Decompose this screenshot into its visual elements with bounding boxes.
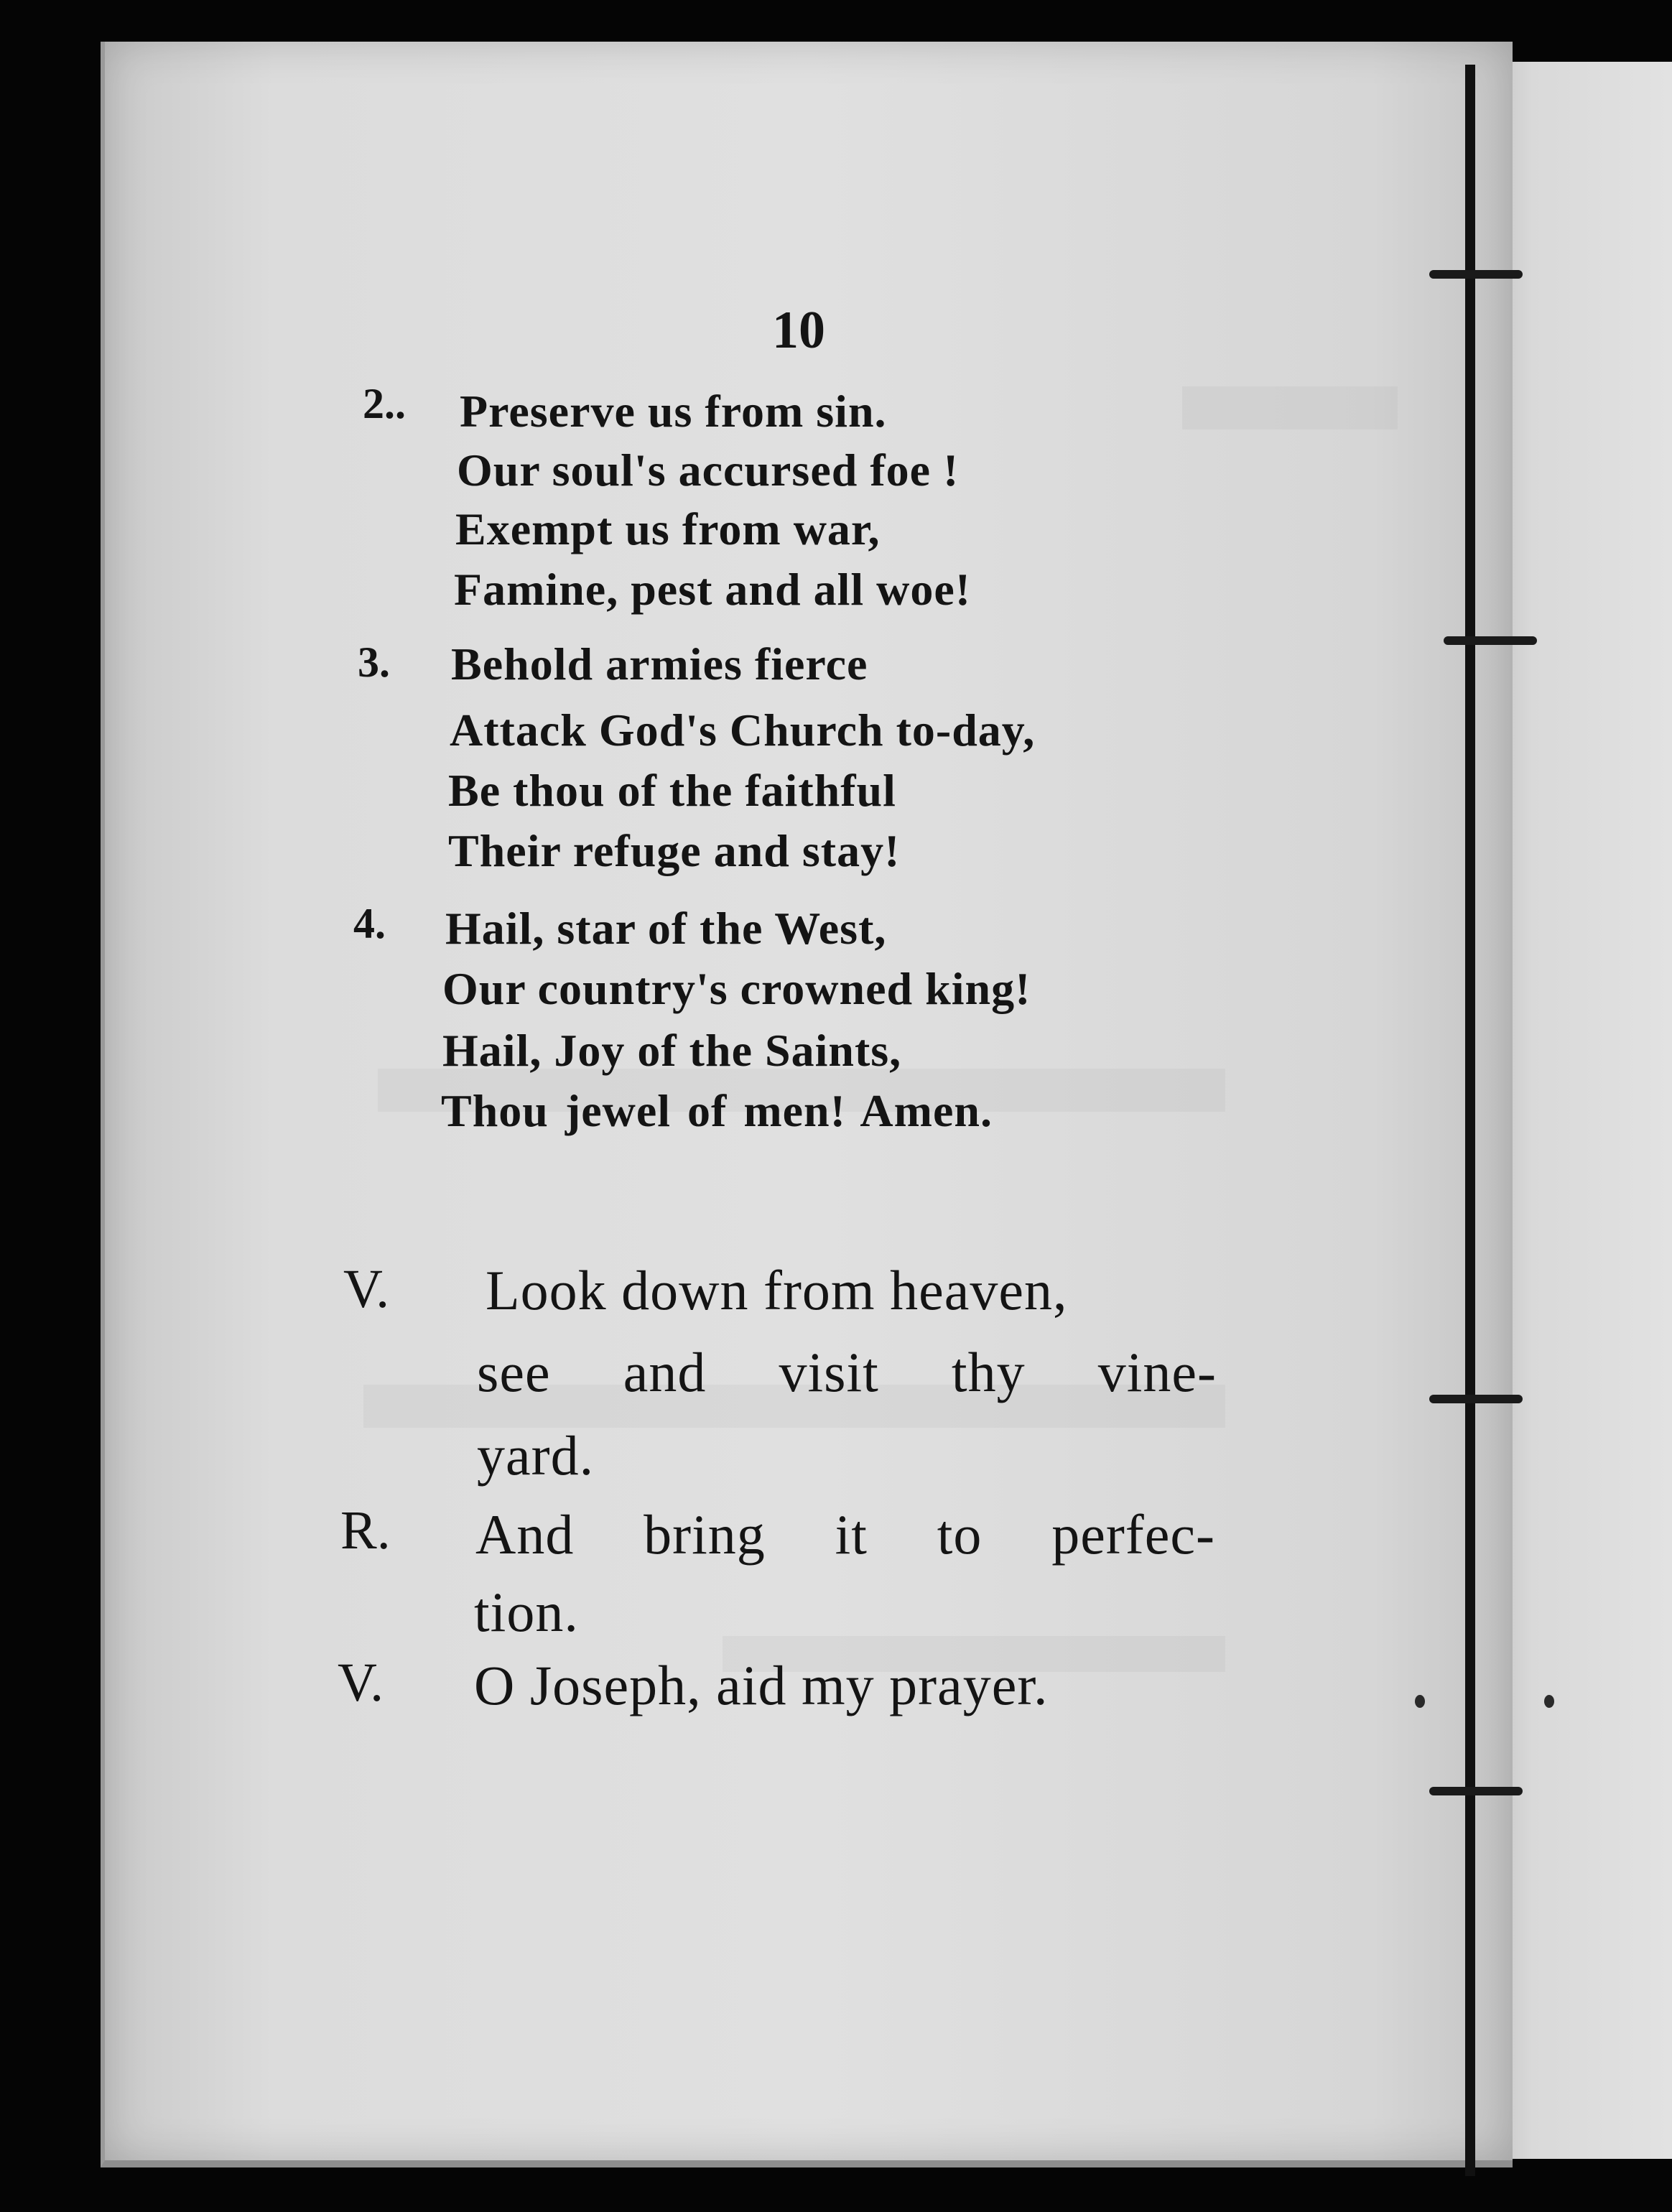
hymn-line: Exempt us from war,: [455, 503, 881, 554]
response-line: tion.: [474, 1581, 579, 1643]
response-line: And bring it to perfec-: [475, 1503, 1215, 1566]
response-label: R.: [340, 1500, 391, 1561]
binding-stitch: [1429, 270, 1523, 279]
hymn-line: Preserve us from sin.: [460, 386, 887, 437]
binding-stitch: [1429, 1395, 1523, 1403]
versicle-label: V.: [338, 1653, 384, 1713]
binding-hole: [1544, 1695, 1554, 1708]
versicle-label: V.: [343, 1259, 390, 1319]
versicle-line: O Joseph, aid my prayer.: [474, 1654, 1049, 1716]
binding-hole: [1415, 1695, 1425, 1708]
binding-stitch: [1444, 636, 1537, 645]
hymn-line: Their refuge and stay!: [448, 825, 901, 876]
hymn-line: Behold armies fierce: [451, 638, 868, 689]
hymn-line: Famine, pest and all woe!: [454, 564, 972, 615]
versicle-line: see and visit thy vine-: [477, 1341, 1217, 1403]
versicle-line: yard.: [477, 1424, 595, 1487]
binding-stitch: [1429, 1787, 1523, 1795]
page-number: 10: [772, 301, 825, 360]
verse-number: 2..: [363, 380, 406, 427]
bleed-through-shadow: [1182, 386, 1398, 429]
verse-number: 4.: [353, 900, 386, 947]
versicle-line: Look down from heaven,: [486, 1259, 1068, 1321]
binding-spine: [1465, 65, 1475, 2176]
hymn-line: Our country's crowned king!: [442, 963, 1031, 1014]
hymn-line: Thou jewel of men! Amen.: [441, 1085, 993, 1136]
hymn-line: Hail, star of the West,: [445, 903, 887, 954]
hymn-line: Hail, Joy of the Saints,: [442, 1025, 902, 1076]
hymn-line: Attack God's Church to-day,: [450, 705, 1036, 756]
hymn-line: Be thou of the faithful: [448, 765, 896, 816]
verse-number: 3.: [358, 638, 390, 686]
hymn-line: Our soul's accursed foe !: [457, 445, 960, 496]
